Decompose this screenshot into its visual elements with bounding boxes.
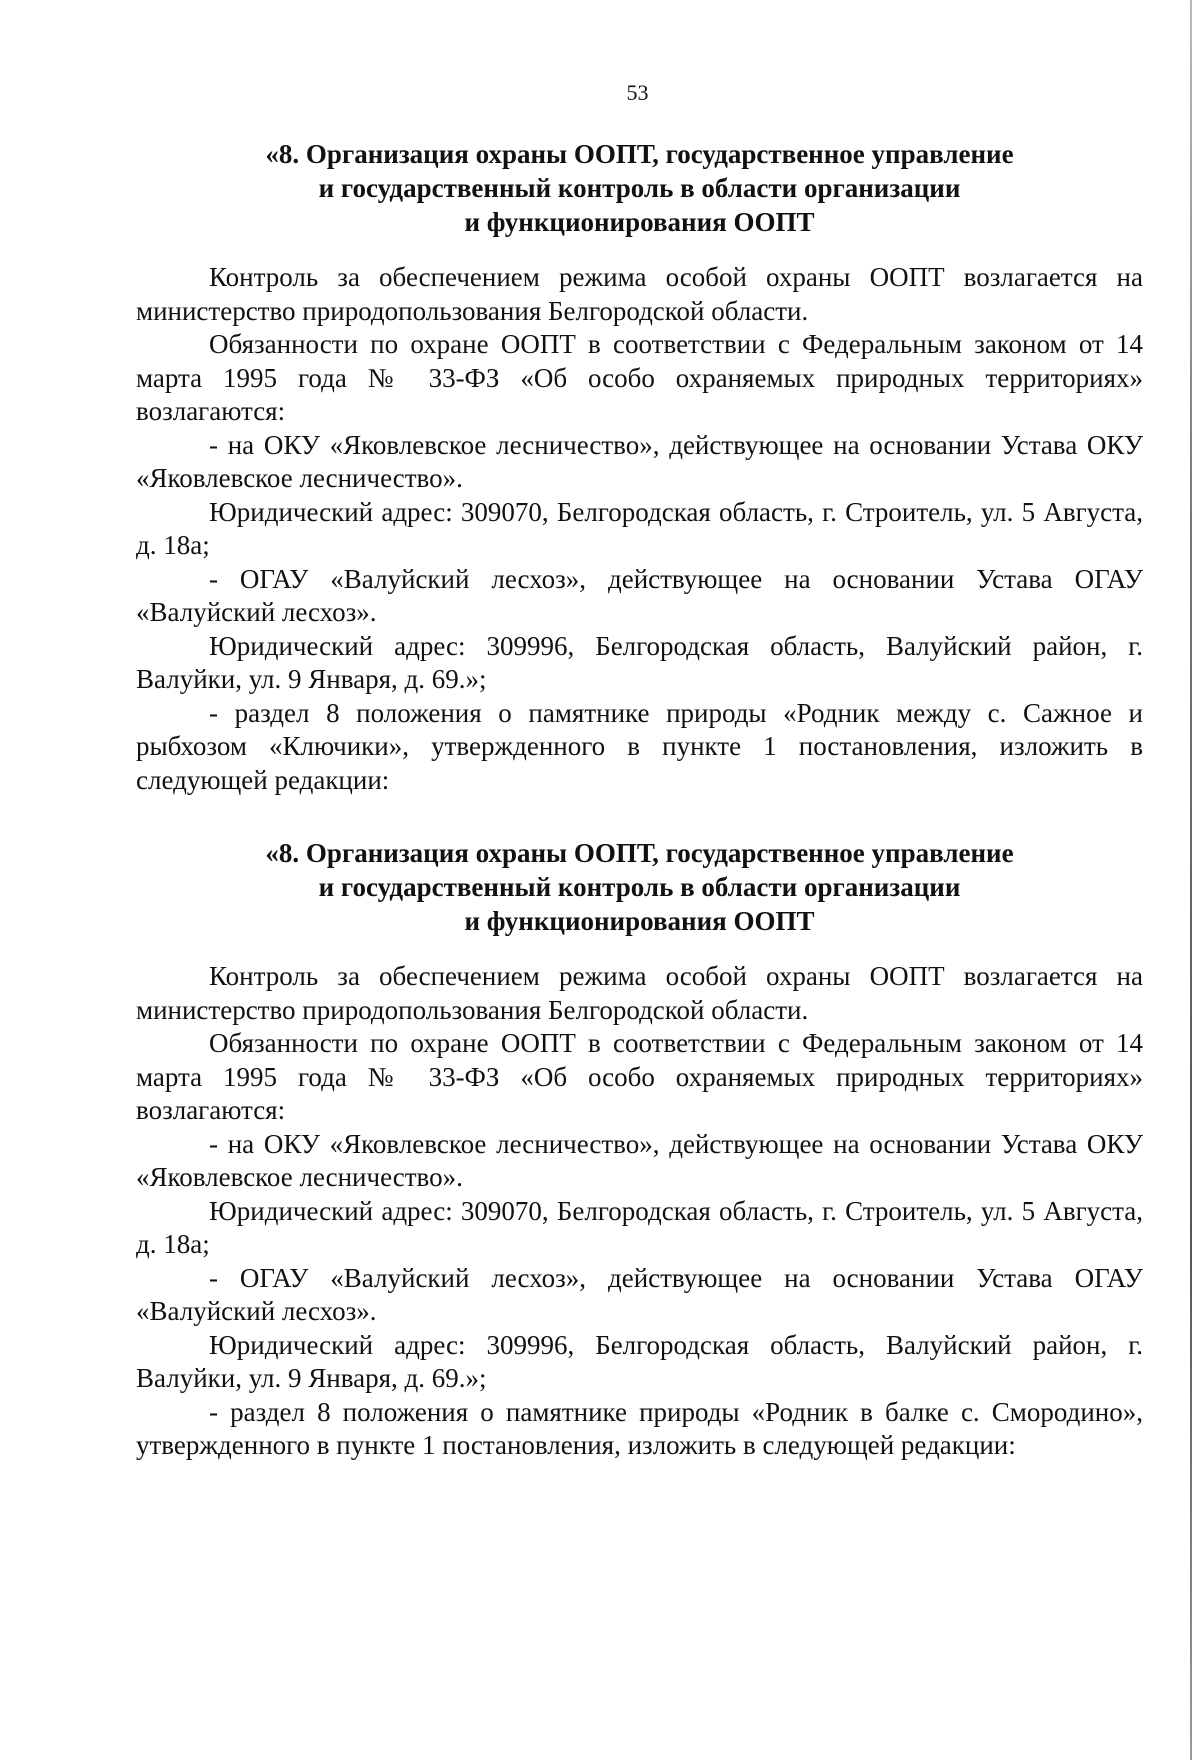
heading-line: и функционирования ООПТ — [464, 906, 815, 936]
paragraph: - на ОКУ «Яковлевское лесничество», действующее на основании Устава ОКУ «Яковлевское лесничество». — [136, 429, 1143, 493]
page-number: 53 — [626, 80, 649, 105]
paragraph: - ОГАУ «Валуйский лесхоз», действующее на основании Устава ОГАУ «Валуйский лесхоз». — [136, 563, 1143, 627]
heading-line: «8. Организация охраны ООПТ, государственное управление — [265, 838, 1014, 868]
heading-line: и функционирования ООПТ — [464, 207, 815, 237]
paragraph: Юридический адрес: 309070, Белгородская область, г. Строитель, ул. 5 Августа, д. 18а; — [136, 1195, 1143, 1259]
heading-line: и государственный контроль в области организации — [318, 173, 961, 203]
section-spacer — [136, 797, 1143, 836]
paragraph: - на ОКУ «Яковлевское лесничество», действующее на основании Устава ОКУ «Яковлевское лесничество». — [136, 1128, 1143, 1192]
document-body — [136, 137, 1143, 1463]
scan-edge-shadow — [1190, 0, 1192, 1760]
section-1-heading — [136, 137, 1143, 239]
paragraph: Юридический адрес: 309996, Белгородская область, Валуйский район, г. Валуйки, ул. 9 Января, д. 69.»; — [136, 1329, 1143, 1393]
heading-line: и государственный контроль в области организации — [318, 872, 961, 902]
paragraph: Контроль за обеспечением режима особой охраны ООПТ возлагается на министерство природопользования Белгородской области. — [136, 262, 1143, 326]
paragraph: Обязанности по охране ООПТ в соответствии с Федеральным законом от 14 марта 1995 года № 33-ФЗ «Об особо охраняемых природных территориях» возлагаются: — [136, 1028, 1143, 1125]
paragraph: Контроль за обеспечением режима особой охраны ООПТ возлагается на министерство природопользования Белгородской области. — [136, 961, 1143, 1025]
paragraph: Юридический адрес: 309070, Белгородская область, г. Строитель, ул. 5 Августа, д. 18а; — [136, 496, 1143, 560]
paragraph: Юридический адрес: 309996, Белгородская область, Валуйский район, г. Валуйки, ул. 9 Января, д. 69.»; — [136, 630, 1143, 694]
section-2 — [136, 836, 1143, 1463]
heading-line: «8. Организация охраны ООПТ, государственное управление — [265, 139, 1014, 169]
paragraph: - ОГАУ «Валуйский лесхоз», действующее на основании Устава ОГАУ «Валуйский лесхоз». — [136, 1262, 1143, 1326]
paragraph: Обязанности по охране ООПТ в соответствии с Федеральным законом от 14 марта 1995 года № 33-ФЗ «Об особо охраняемых природных территориях» возлагаются: — [136, 329, 1143, 426]
paragraph: - раздел 8 положения о памятнике природы «Родник в балке с. Смородино», утвержденного в пункте 1 постановления, изложить в следующей редакции: — [136, 1396, 1143, 1460]
section-2-heading — [136, 836, 1143, 938]
section-1 — [136, 137, 1143, 797]
paragraph: - раздел 8 положения о памятнике природы «Родник между с. Сажное и рыбхозом «Ключики», утвержденного в пункте 1 постановления, изложить в следующей редакции: — [136, 697, 1143, 795]
